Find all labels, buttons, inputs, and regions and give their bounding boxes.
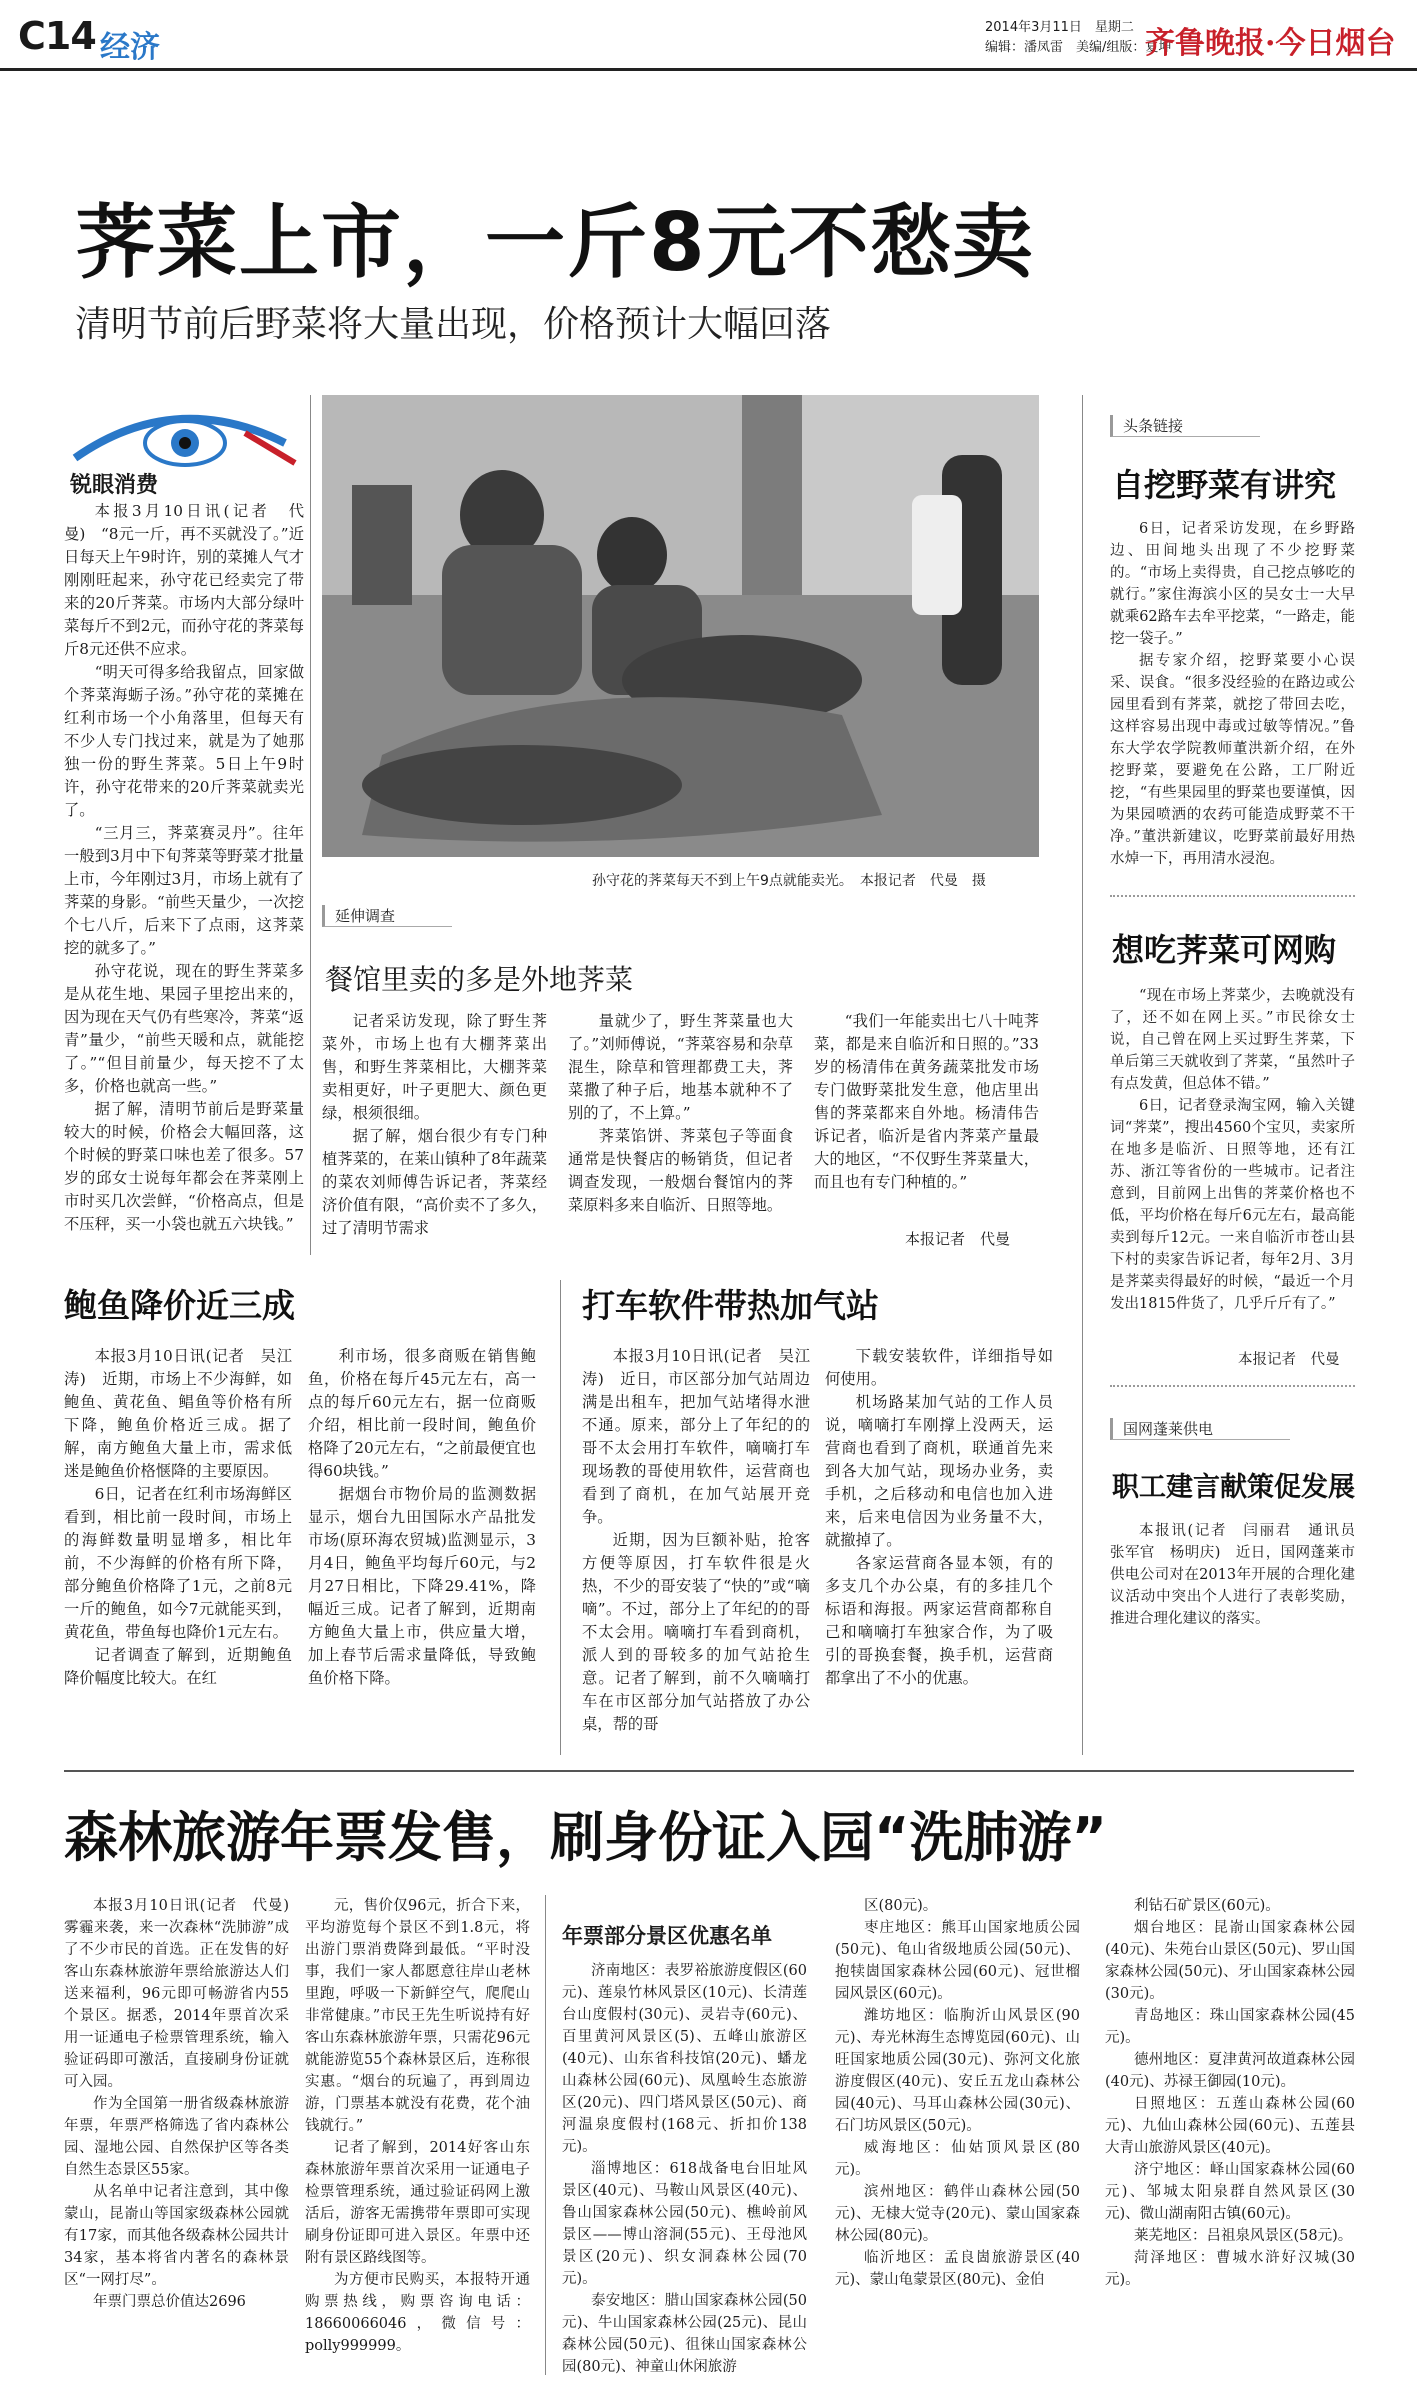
paragraph: 6日，记者在红利市场海鲜区看到，相比前一段时间，市场上的海鲜数量明显增多，相比年前，不少海鲜的价格有所下降，部分鲍鱼价格降了1元，之前8元一斤的鲍鱼，如今7元就能买到，黄花鱼，带鱼每也降价1元左右。 [64, 1485, 292, 1641]
divider [1110, 1385, 1355, 1387]
paragraph: 量就少了，野生荠菜量也大了。”刘师傅说，“荠菜容易和杂草混生，除草和管理都费工夫，荠菜撒了种子后，地基本就种不了别的了，不上算。” [568, 1012, 793, 1122]
section-tag: 国网蓬莱供电 [1110, 1418, 1290, 1440]
list-item: 烟台地区：昆嵛山国家森林公园(40元)、朱苑台山景区(50元)、罗山国家森林公园(50元)、牙山国家森林公园(30元)。 [1105, 1920, 1355, 2002]
list-item: 淄博地区：618战备电台旧址风景区(40元)、马鞍山风景区(40元)、鲁山国家森林公园(50元)、樵岭前风景区——博山溶洞(55元)、王母池风景区(20元)、织女洞森林公园(70元)。 [562, 2161, 807, 2287]
paragraph: 为方便市民购买，本报特开通购票热线，购票咨询电话：18660066046，微信号：polly999999。 [305, 2272, 530, 2354]
paragraph: 元，售价仅96元，折合下来，平均游览每个景区不到1.8元，将出游门票消费降到最低。“平时没事，我们一家人都愿意往岸山老林里跑，呼吸一下新鲜空气，爬爬山非常健康。”市民王先生听说持有好客山东森林旅游年票，只需花96元就能游览55个森林景区后，连称很实惠。“烟台的玩遍了，再到周边游，门票基本就没有花费，花个油钱就行。” [305, 1898, 530, 2134]
story-column [814, 1010, 1039, 1225]
list-item: 滨州地区：鹤伴山森林公园(50元)、无棣大觉寺(20元)、蒙山国家森林公园(80元)。 [835, 2184, 1080, 2244]
list-item: 潍坊地区：临朐沂山风景区(90元)、寿光林海生态博览园(60元)、山旺国家地质公园(30元)、弥河文化旅游度假区(40元)、安丘五龙山森林公园(40元)、马耳山森林公园(30元)、石门坊风景区(50元)。 [835, 2008, 1080, 2134]
paragraph: 本报3月10日讯(记者 代曼) 雾霾来袭，来一次森林“洗肺游”成了不少市民的首选。正在发售的好客山东森林旅游年票给旅游达人们送来福利，96元即可畅游省内55个景区。据悉，2014年票首次采用一证通电子检票管理系统，输入验证码即可激活，直接刷身份证就可入园。 [64, 1898, 304, 2090]
paragraph: 据专家介绍，挖野菜要小心误采、误食。“很多没经验的在路边或公园里看到有荠菜，就挖了带回去吃，这样容易出现中毒或过敏等情况。”鲁东大学农学院教师董洪新介绍，在外挖野菜，要避免在公路，工厂附近挖，“有些果园里的野菜也要谨慎，因为果园喷洒的农药可能造成野菜不干净。”董洪新建议，吃野菜前最好用热水焯一下，再用清水浸泡。 [1110, 653, 1355, 867]
sidebar-headline: 想吃荠菜可网购 [1112, 931, 1337, 969]
list-item: 泰安地区：腊山国家森林公园(50元)、牛山国家森林公园(25元)、昆山森林公园(50元)、徂徕山国家森林公园(80元)、神童山休闲旅游 [562, 2293, 807, 2375]
column-divider [1082, 395, 1083, 1755]
story-column [825, 1345, 1053, 1755]
badge-label: 锐眼消费 [70, 473, 159, 498]
market-photo [322, 395, 1039, 857]
paragraph: 年票门票总价值达2696 [93, 2294, 246, 2310]
newspaper-logo: 齐鲁晚报·今日烟台 [1145, 26, 1396, 61]
divider [1110, 895, 1355, 897]
sidebar-headline: 自挖野菜有讲究 [1112, 466, 1337, 504]
paragraph: 机场路某加气站的工作人员说，嘀嘀打车刚撑上没两天，运营商也看到了商机，联通首先来到各大加气站，现场办业务，卖手机，之后移动和电信也加入进来，后来电信因为业务量不大，就撤掉了。 [825, 1393, 1053, 1549]
paragraph: 孙守花说，现在的野生荠菜多是从花生地、果园子里挖出来的，因为现在天气仍有些寒冷，荠菜“返青”量少，“前些天暖和点，就能挖了。”“但目前量少，每天挖不了太多，价格也就高一些。” [64, 962, 304, 1095]
forest-headline: 森林旅游年票发售，刷身份证入园“洗肺游” [64, 1806, 1107, 1869]
sidebar-body [1110, 518, 1355, 878]
paragraph: 6日，记者登录淘宝网，输入关键词“荠菜”，搜出4560个宝贝，卖家所在地多是临沂、日照等地，还有江苏、浙江等省份的一些城市。记者注意到，目前网上出售的荠菜价格也不低，平均价格在每斤6元左右，最高能卖到每斤12元。一来自临沂市苍山县下村的卖家告诉记者，每年2月、3月是荠菜卖得最好的时候，“最近一个月发出1815件货了，几乎斤斤有了。” [1110, 1098, 1355, 1312]
list-item: 威海地区：仙姑顶风景区(80元)。 [835, 2140, 1080, 2178]
eye-icon [65, 398, 300, 478]
section-tag: 头条链接 [1110, 415, 1260, 437]
list-item: 青岛地区：珠山国家森林公园(45元)。 [1105, 2008, 1355, 2046]
discount-list [1105, 1895, 1355, 2375]
list-item: 区(80元)。 [864, 1898, 938, 1914]
list-item: 日照地区：五莲山森林公园(60元)、九仙山森林公园(60元)、五莲县大青山旅游风景区(40元)。 [1105, 2096, 1355, 2156]
sidebar-headline: 职工建言献策促发展 [1112, 1472, 1355, 1503]
paragraph: 本报3月10日讯(记者 吴江涛) 近日，市区部分加气站周边满是出租车，把加气站堵得水泄不通。原来，部分上了年纪的的哥不太会用打车软件，嘀嘀打车现场教的哥使用软件，运营商也看到了商机，在加气站展开竞争。 [582, 1347, 810, 1526]
sidebar-body [1110, 1520, 1370, 1700]
list-item: 德州地区：夏津黄河故道森林公园(40元)、苏禄王御园(10元)。 [1105, 2052, 1355, 2090]
list-item: 临沂地区：孟良崮旅游景区(40元)、蒙山龟蒙景区(80元)、金伯 [835, 2250, 1080, 2288]
story-headline: 打车软件带热加气站 [582, 1286, 879, 1325]
section-name: 经济 [100, 30, 160, 65]
list-item: 济宁地区：峄山国家森林公园(60元)、邹城太阳泉群自然风景区(30元)、微山湖南阳古镇(60元)。 [1105, 2162, 1355, 2222]
paragraph: “三月三，荠菜赛灵丹”。往年一般到3月中下旬荠菜等野菜才批量上市，今年刚过3月，市场上就有了荠菜的身影。“前些天量少，一次挖个七八斤，后来下了点雨，这荠菜挖的就多了。” [64, 824, 304, 957]
editors-credit: 编辑：潘凤雷 美编/组版：夏坤 [985, 40, 1172, 55]
lead-body [64, 500, 304, 1255]
paragraph: 记者调查了解到，近期鲍鱼降价幅度比较大。在红 [64, 1646, 292, 1687]
column-divider [560, 1280, 561, 1755]
paragraph: 记者了解到，2014好客山东森林旅游年票首次采用一证通电子检票管理系统，通过验证码网上激活后，游客无需携带年票即可实现刷身份证即可进入景区。年票中还附有景区路线图等。 [305, 2140, 530, 2266]
list-item: 济南地区：表罗裕旅游度假区(60元)、莲泉竹林风景区(10元)、长清莲台山度假村(30元)、灵岩寺(60元)、百里黄河风景区(5)、五峰山旅游区(40元)、山东省科技馆(20元)、蟠龙山森林公园(60元)、凤凰岭生态旅游区(20元)、四门塔风景区(50元)、商河温泉度假村(168元、折扣价138元)。 [562, 1963, 807, 2155]
discount-list [835, 1895, 1080, 2375]
story-column [582, 1345, 810, 1755]
section-tag: 延伸调查 [322, 905, 452, 927]
page-number: C14 [18, 14, 96, 58]
story-column [568, 1010, 793, 1255]
paragraph: 本报3月10日讯(记者 吴江涛) 近期，市场上不少海鲜，如鲍鱼、黄花鱼、鲳鱼等价格有所下降，鲍鱼价格近三成。据了解，南方鲍鱼大量上市，需求低迷是鲍鱼价格惬降的主要原因。 [64, 1347, 292, 1480]
list-title: 年票部分景区优惠名单 [562, 1924, 772, 1948]
paragraph: 各家运营商各显本领，有的多支几个办公桌，有的多挂几个标语和海报。两家运营商都称自己和嘀嘀打车独家合作，为了吸引的哥换套餐，换手机，运营商都拿出了不小的优惠。 [825, 1554, 1053, 1687]
section-rule [64, 1770, 1354, 1772]
paragraph: “我们一年能卖出七八十吨荠菜，都是来自临沂和日照的。”33岁的杨清伟在黄务蔬菜批发市场专门做野菜批发生意，他店里出售的荠菜都来自外地。杨清伟告诉记者，临沂是省内荠菜产量最大的地区，“不仅野生荠菜量大，而且也有专门种植的。” [814, 1012, 1039, 1191]
paragraph: “现在市场上荠菜少，去晚就没有了，还不如在网上买。”市民徐女士说，自己曾在网上买过野生荠菜，下单后第三天就收到了荠菜，“虽然叶子有点发黄，但总体不错。” [1110, 988, 1355, 1092]
list-item: 枣庄地区：熊耳山国家地质公园(50元)、龟山省级地质公园(50元)、抱犊崮国家森林公园(60元)、冠世榴园风景区(60元)。 [835, 1920, 1080, 2002]
photo-caption: 孙守花的荠菜每天不到上午9点就能卖光。 本报记者 代曼 摄 [592, 873, 986, 889]
paragraph: 6日，记者采访发现，在乡野路边、田间地头出现了不少挖野菜的。“市场上卖得贵，自己挖点够吃的就行。”家住海滨小区的吴女士一大早就乘62路车去牟平挖菜，“一路走，能挖一袋子。” [1110, 521, 1355, 647]
discount-list [562, 1960, 807, 2375]
paragraph: 据了解，烟台很少有专门种植荠菜的，在莱山镇种了8年蔬菜的菜农刘师傅告诉记者，荠菜经济价值有限，“高价卖不了多久，过了清明节需求 [322, 1127, 547, 1237]
lead-subheadline: 清明节前后野菜将大量出现，价格预计大幅回落 [75, 304, 832, 345]
lead-headline: 荠菜上市，一斤8元不愁卖 [75, 196, 1035, 289]
paragraph: 从名单中记者注意到，其中像蒙山，昆嵛山等国家级森林公园就有17家，而其他各级森林公园共计34家，基本将省内著名的森林景区“一网打尽”。 [64, 2184, 289, 2288]
issue-date: 2014年3月11日 星期二 [985, 20, 1134, 35]
header-rule [0, 68, 1417, 71]
paragraph: 荠菜馅饼、荠菜包子等面食通常是快餐店的畅销货，但记者调查发现，一般烟台餐馆内的荠菜原料多来自临沂、日照等地。 [568, 1127, 793, 1214]
paragraph: 作为全国第一册省级森林旅游年票，年票严格筛选了省内森林公园、湿地公园、自然保护区等各类自然生态景区55家。 [64, 2096, 289, 2178]
story-column [305, 1895, 530, 2375]
paragraph: 记者采访发现，除了野生荠菜外，市场上也有大棚荠菜出售，和野生荠菜相比，大棚荠菜卖相更好，叶子更肥大、颜色更绿，根须很细。 [322, 1012, 547, 1122]
paragraph: “明天可得多给我留点，回家做个荠菜海蛎子汤。”孙守花的菜摊在红利市场一个小角落里，但每天有不少人专门找过来，就是为了她那独一份的野生荠菜。5日上午9时许，孙守花带来的20斤荠菜就卖光了。 [64, 663, 304, 819]
paragraph: 据烟台市物价局的监测数据显示，烟台九田国际水产品批发市场(原环海农贸城)监测显示，3月4日，鲍鱼平均每斤60元，与2月27日相比，下降29.41%，降幅近三成。记者了解到，近期南方鲍鱼大量上市，供应量大增，加上春节后需求量降低，导致鲍鱼价格下降。 [308, 1485, 536, 1687]
paragraph: 近期，因为巨额补贴，抢客方便等原因，打车软件很是火热，不少的哥安装了“快的”或“嘀嘀”。不过，部分上了年纪的的哥不太会用。嘀嘀打车看到商机，派人到的哥较多的加气站抢生意。记者了解到，前不久嘀嘀打车在市区部分加气站搭放了办公桌，帮的哥 [582, 1531, 810, 1733]
story-column [64, 1895, 304, 2375]
paragraph: 下载安装软件，详细指导如何使用。 [825, 1347, 1053, 1388]
paragraph: 利市场，很多商贩在销售鲍鱼，价格在每斤45元左右，高一点的每斤60元左右，据一位商贩介绍，相比前一段时间，鲍鱼价格降了20元左右，“之前最便宜也得60块钱。” [308, 1347, 536, 1480]
story-column [322, 1010, 547, 1255]
paragraph: 本报讯(记者 闫丽君 通讯员 张军官 杨明庆) 近日，国网蓬莱市供电公司对在2013年开展的合理化建议活动中突出个人进行了表彰奖励，推进合理化建议的落实。 [1110, 1523, 1370, 1627]
story-column [64, 1345, 292, 1755]
paragraph: 据了解，清明节前后是野菜量较大的时候，价格会大幅回落，这个时候的野菜口味也差了很多。57岁的邱女士说每年都会在荠菜刚上市时买几次尝鲜，“价格高点，但是不压秤，买一小袋也就五六块钱。” [64, 1100, 304, 1233]
list-item: 菏泽地区：曹城水浒好汉城(30元)。 [1105, 2250, 1355, 2288]
paragraph: 本报3月10日讯(记者 代曼) “8元一斤，再不买就没了。”近日每天上午9时许，别的菜摊人气才刚刚旺起来，孙守花已经卖完了带来的20斤荠菜。市场内大部分绿叶菜每斤不到2元，而孙守花的荠菜每斤8元还供不应求。 [64, 502, 304, 658]
subhead: 餐馆里卖的多是外地荠菜 [325, 963, 634, 996]
sidebar-body [1110, 985, 1355, 1347]
story-column [308, 1345, 536, 1755]
story-headline: 鲍鱼降价近三成 [64, 1286, 295, 1325]
byline: 本报记者 代曼 [905, 1230, 1011, 1248]
column-divider [545, 1895, 546, 2375]
column-divider [310, 395, 311, 1255]
byline: 本报记者 代曼 [1238, 1352, 1340, 1368]
badge-graphic [65, 398, 300, 478]
list-item: 利钻石矿景区(60元)。 [1134, 1898, 1280, 1914]
list-item: 莱芜地区：吕祖泉风景区(58元)。 [1134, 2228, 1353, 2244]
